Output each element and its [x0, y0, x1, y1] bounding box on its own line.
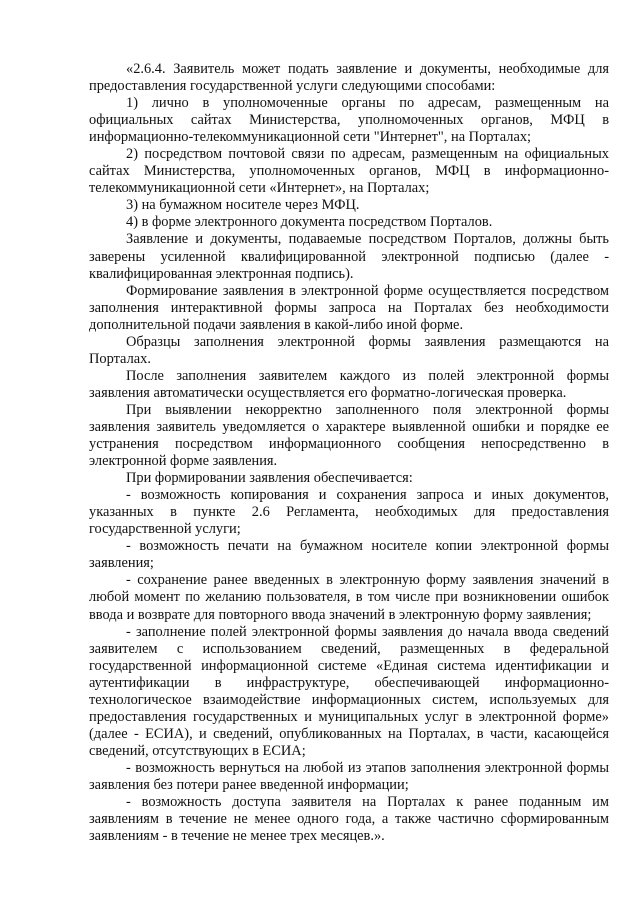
- list-item-access-history: - возможность доступа заявителя на Порталах к ранее поданным им заявлениям в течение не менее одного года, а также частично сформированным заявлениям - в течение не менее трех месяцев.».: [89, 794, 609, 845]
- paragraph-method-paper-mfc: 3) на бумажном носителе через МФЦ.: [126, 197, 360, 214]
- list-item-copy-save: - возможность копирования и сохранения запроса и иных документов, указанных в пункте 2.6 Регламента, необходимых для предоставления государственной услуги;: [89, 487, 609, 538]
- paragraph-format-check: После заполнения заявителем каждого из полей электронной формы заявления автоматически осуществляется его форматно-логическая проверка.: [89, 367, 609, 401]
- document-body: [89, 61, 609, 845]
- paragraph-method-in-person: 1) лично в уполномоченные органы по адресам, размещенным на официальных сайтах Министерства, уполномоченных органов, МФЦ в информационно-телекоммуникационной сети "Интернет", на Порталах;: [89, 95, 609, 146]
- paragraph-provided-features-heading: При формировании заявления обеспечивается:: [126, 470, 413, 487]
- list-item-esia-autofill: - заполнение полей электронной формы заявления до начала ввода сведений заявителем с использованием сведений, размещенных в федеральной государственной информационной системе «Единая система идентификации и аутентификации в инфраструктуре, обеспечивающей информационно-технологическое взаимодействие информационных систем, используемых для предоставления государственных и муниципальных услуг в электронной форме» (далее - ЕСИА), и сведений, опубликованных на Порталах, в части, касающейся сведений, отсутствующих в ЕСИА;: [89, 623, 609, 759]
- list-item-return-to-step: - возможность вернуться на любой из этапов заполнения электронной формы заявления без потери ранее введенной информации;: [89, 759, 609, 793]
- list-item-save-values: - сохранение ранее введенных в электронную форму заявления значений в любой момент по желанию пользователя, в том числе при возникновении ошибок ввода и возврате для повторного ввода значений в электронную форму заявления;: [89, 572, 609, 623]
- paragraph-method-electronic: 4) в форме электронного документа посредством Порталов.: [126, 214, 493, 231]
- paragraph-electronic-form: Формирование заявления в электронной форме осуществляется посредством заполнения интерактивной формы запроса на Порталах без необходимости дополнительной подачи заявления в какой-либо иной форме.: [89, 282, 609, 333]
- paragraph-method-post: 2) посредством почтовой связи по адресам, размещенным на официальных сайтах Министерства, уполномоченных органов, МФЦ в информационно-телекоммуникационной сети «Интернет», на Порталах;: [89, 146, 609, 197]
- list-item-print: - возможность печати на бумажном носителе копии электронной формы заявления;: [89, 538, 609, 572]
- paragraph-qualified-signature: Заявление и документы, подаваемые посредством Порталов, должны быть заверены усиленной квалифицированной электронной подписью (далее - квалифицированная электронная подпись).: [89, 231, 609, 282]
- paragraph-form-samples: Образцы заполнения электронной формы заявления размещаются на Порталах.: [89, 333, 609, 367]
- paragraph-error-notification: При выявлении некорректно заполненного поля электронной формы заявления заявитель уведомляется о характере выявленной ошибки и порядке ее устранения посредством информационного сообщения непосредственно в электронной форме заявления.: [89, 401, 609, 470]
- paragraph-2-6-4-intro: «2.6.4. Заявитель может подать заявление и документы, необходимые для предоставления государственной услуги следующими способами:: [89, 61, 609, 95]
